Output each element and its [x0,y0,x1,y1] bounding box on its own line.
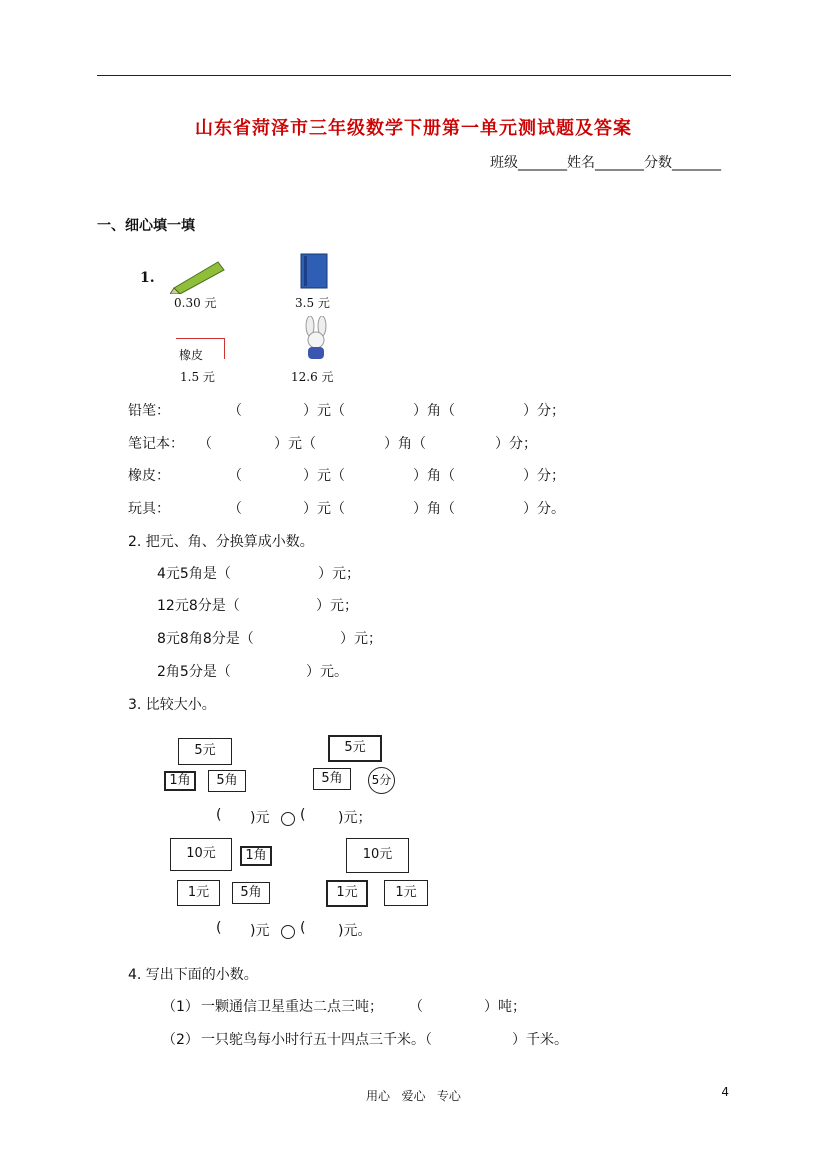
q2-prompt: 2角5分是（ [157,664,231,680]
fen-blank[interactable]: ）分； [495,436,537,452]
bracket: ( [300,920,306,936]
q2-answer-blank[interactable]: ）元； [316,598,358,614]
bill-5-jiao: 5角 [313,768,351,790]
compare-circle[interactable] [281,809,295,828]
q2-answer-blank[interactable]: ）元； [340,631,382,647]
bracket: ( [216,920,222,936]
fen-blank[interactable]: ）分。 [523,501,565,517]
item-number: （1） [162,999,199,1015]
student-info-line: 班级_______姓名_______分数_______ [490,155,721,171]
answer-blank[interactable]: )元 [250,923,270,939]
document-title: 山东省菏泽市三年级数学下册第一单元测试题及答案 [195,118,632,139]
fen-blank[interactable]: ）分； [523,468,565,484]
bill-10-yuan: 10元 [170,838,232,871]
bill-5-yuan: 5元 [328,735,382,762]
bill-1-jiao: 1角 [164,771,196,791]
bill-1-yuan: 1元 [177,880,220,906]
jiao-blank[interactable]: ）角（ [413,468,455,484]
bill-5-jiao: 5角 [208,770,246,792]
answer-blank[interactable]: )元。 [338,923,372,939]
pencil-price: 0.30 元 [174,296,217,310]
jiao-blank[interactable]: ）角（ [413,403,455,419]
q2-heading: 2. 把元、角、分换算成小数。 [128,534,314,550]
answer-blank[interactable]: )元 [250,810,270,826]
bill-1-jiao: 1角 [240,846,272,866]
q2-answer-blank[interactable]: ）元。 [306,664,348,680]
section-heading-1: 一、细心填一填 [97,218,195,234]
q2-answer-blank[interactable]: ）元； [318,566,360,582]
q1-figure [140,252,350,387]
notebook-icon [298,252,332,292]
yuan-blank[interactable]: ）元（ [303,403,345,419]
compare-circle[interactable] [281,922,295,941]
page-footer: 用心 爱心 专心 [366,1089,461,1103]
q4-heading: 4. 写出下面的小数。 [128,967,258,983]
toy-rabbit-icon [298,316,334,364]
row-label: 铅笔： [128,403,170,419]
item-number: （2） [162,1032,199,1048]
q2-prompt: 12元8分是（ [157,598,240,614]
header-rule [97,75,731,76]
bracket: （ [198,436,212,452]
bracket: ( [216,807,222,823]
bill-5-jiao: 5角 [232,882,270,904]
eraser-label: 橡皮 [179,348,204,362]
yuan-blank[interactable]: ）元（ [303,501,345,517]
bracket: （ [409,999,423,1015]
notebook-price: 3.5 元 [295,296,330,310]
bracket: （ [228,468,242,484]
yuan-blank[interactable]: ）元（ [274,436,316,452]
answer-blank[interactable]: ）千米。 [512,1032,568,1048]
answer-blank[interactable]: )元； [338,810,372,826]
q3-heading: 3. 比较大小。 [128,697,216,713]
jiao-blank[interactable]: ）角（ [413,501,455,517]
answer-blank[interactable]: ）吨； [484,999,526,1015]
q1-number: 1. [140,270,155,286]
bill-1-yuan: 1元 [326,880,368,907]
q2-prompt: 4元5角是（ [157,566,231,582]
yuan-blank[interactable]: ）元（ [303,468,345,484]
bracket: （ [228,501,242,517]
coin-5-fen: 5分 [368,767,395,794]
page-number: 4 [721,1085,729,1099]
bracket: （ [228,403,242,419]
bracket: ( [300,807,306,823]
row-label: 玩具： [128,501,170,517]
q2-prompt: 8元8角8分是（ [157,631,254,647]
item-text: 一颗通信卫星重达二点三吨； [201,999,383,1015]
toy-price: 12.6 元 [291,370,334,384]
bill-10-yuan: 10元 [346,838,409,873]
pencil-icon [170,256,228,294]
row-label: 橡皮： [128,468,170,484]
bill-5-yuan: 5元 [178,738,232,765]
bill-1-yuan: 1元 [384,880,428,906]
row-label: 笔记本： [128,436,184,452]
item-text: 一只鸵鸟每小时行五十四点三千米。（ [201,1032,432,1048]
jiao-blank[interactable]: ）角（ [384,436,426,452]
fen-blank[interactable]: ）分； [523,403,565,419]
eraser-price: 1.5 元 [180,370,215,384]
